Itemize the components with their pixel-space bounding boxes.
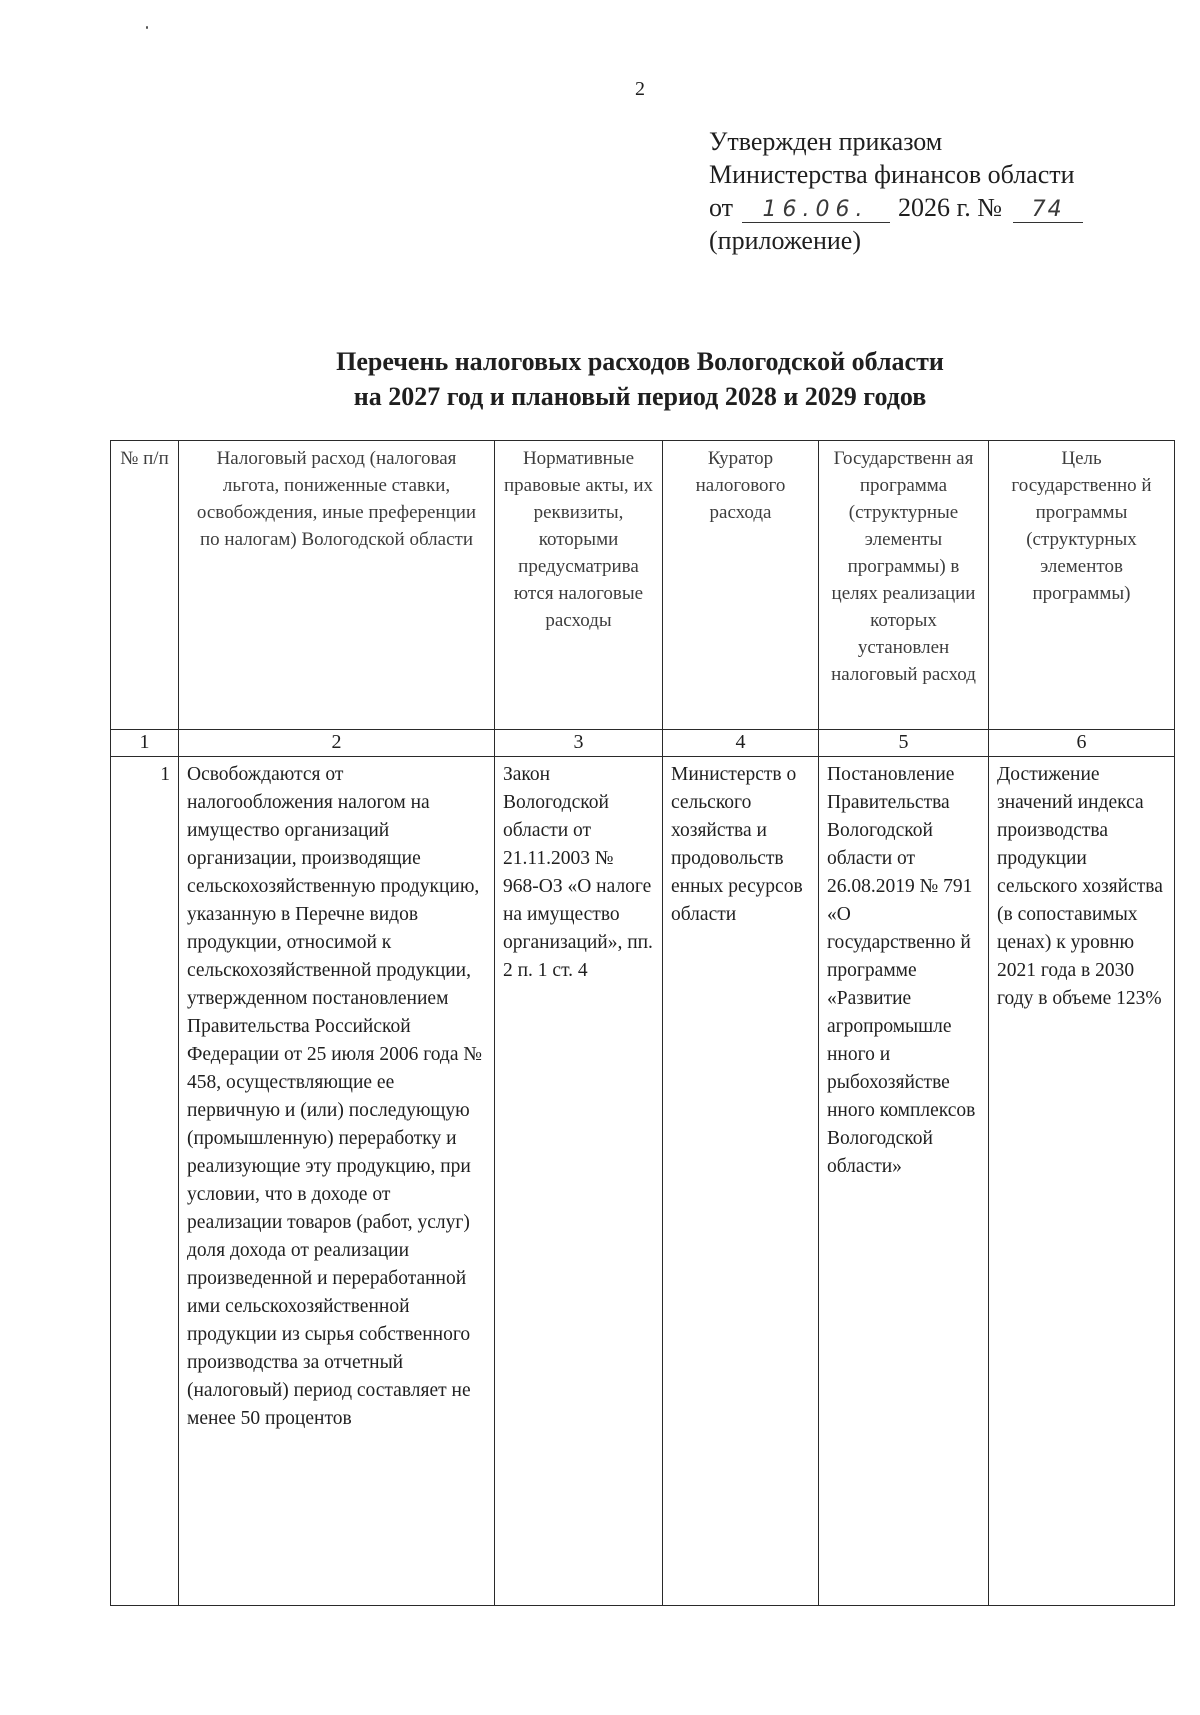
- column-number-row: [111, 730, 1175, 757]
- row-number: 1: [111, 757, 179, 1606]
- header-legal-acts: Нормативные правовые акты, их реквизиты, которыми предусматрива ются налоговые расходы: [495, 441, 663, 730]
- approval-line-4: (приложение): [709, 226, 862, 255]
- program-cell: Постановление Правительства Вологодской области от 26.08.2019 № 791 «О государственно й программе «Развитие агропромышле нного и рыбохозяйстве нного комплексов Вологодской области»: [819, 757, 989, 1606]
- document-title: [0, 344, 1200, 414]
- column-number: 5: [819, 730, 989, 757]
- column-number: 6: [989, 730, 1175, 757]
- table-row: [111, 757, 1175, 1606]
- header-program: Государственн ая программа (структурные элементы программы) в целях реализации которых установлен налоговый расход: [819, 441, 989, 730]
- approval-stamp: [709, 125, 1179, 257]
- document-title-line-1: Перечень налоговых расходов Вологодской области: [336, 347, 944, 376]
- approval-number-handwritten: 74: [1013, 198, 1083, 223]
- approval-line-3: [709, 191, 1179, 224]
- column-number: 2: [179, 730, 495, 757]
- legal-acts-cell: Закон Вологодской области от 21.11.2003 № 968-ОЗ «О налоге на имущество организаций», пп. 2 п. 1 ст. 4: [495, 757, 663, 1606]
- approval-date-handwritten: 16.06.: [742, 198, 890, 223]
- approval-from-prefix: от: [709, 193, 734, 222]
- approval-line-2: Министерства финансов области: [709, 160, 1075, 189]
- scan-speck: [146, 26, 148, 29]
- approval-line-1: Утвержден приказом: [709, 127, 943, 156]
- header-tax-expense: Налоговый расход (налоговая льгота, пониженные ставки, освобождения, иные преференции по налогам) Вологодской области: [179, 441, 495, 730]
- column-number: 1: [111, 730, 179, 757]
- approval-year-text: 2026 г. №: [898, 193, 1003, 222]
- table-header-row: [111, 441, 1175, 730]
- page-number: 2: [635, 78, 645, 100]
- column-number: 4: [663, 730, 819, 757]
- curator-cell: Министерств о сельского хозяйства и продовольств енных ресурсов области: [663, 757, 819, 1606]
- tax-expenses-table: [110, 440, 1175, 1606]
- header-curator: Куратор налогового расхода: [663, 441, 819, 730]
- tax-expense-cell: Освобождаются от налогообложения налогом на имущество организаций организации, производящие сельскохозяйственную продукцию, указанную в Перечне видов продукции, относимой к сельскохозяйственной продукции, утвержденном постановлением Правительства Российской Федерации от 25 июля 2006 года № 458, осуществляющие ее первичную и (или) последующую (промышленную) переработку и реализующие эту продукцию, при условии, что в доходе от реализации товаров (работ, услуг) доля дохода от реализации произведенной и переработанной ими сельскохозяйственной продукции из сырья собственного производства за отчетный (налоговый) период составляет не менее 50 процентов: [179, 757, 495, 1606]
- column-number: 3: [495, 730, 663, 757]
- header-goal: Цель государственно й программы (структурных элементов программы): [989, 441, 1175, 730]
- header-number: № п/п: [111, 441, 179, 730]
- document-title-line-2: на 2027 год и плановый период 2028 и 2029 годов: [353, 382, 927, 411]
- goal-cell: Достижение значений индекса производства продукции сельского хозяйства (в сопоставимых ценах) к уровню 2021 года в 2030 году в объеме 123%: [989, 757, 1175, 1606]
